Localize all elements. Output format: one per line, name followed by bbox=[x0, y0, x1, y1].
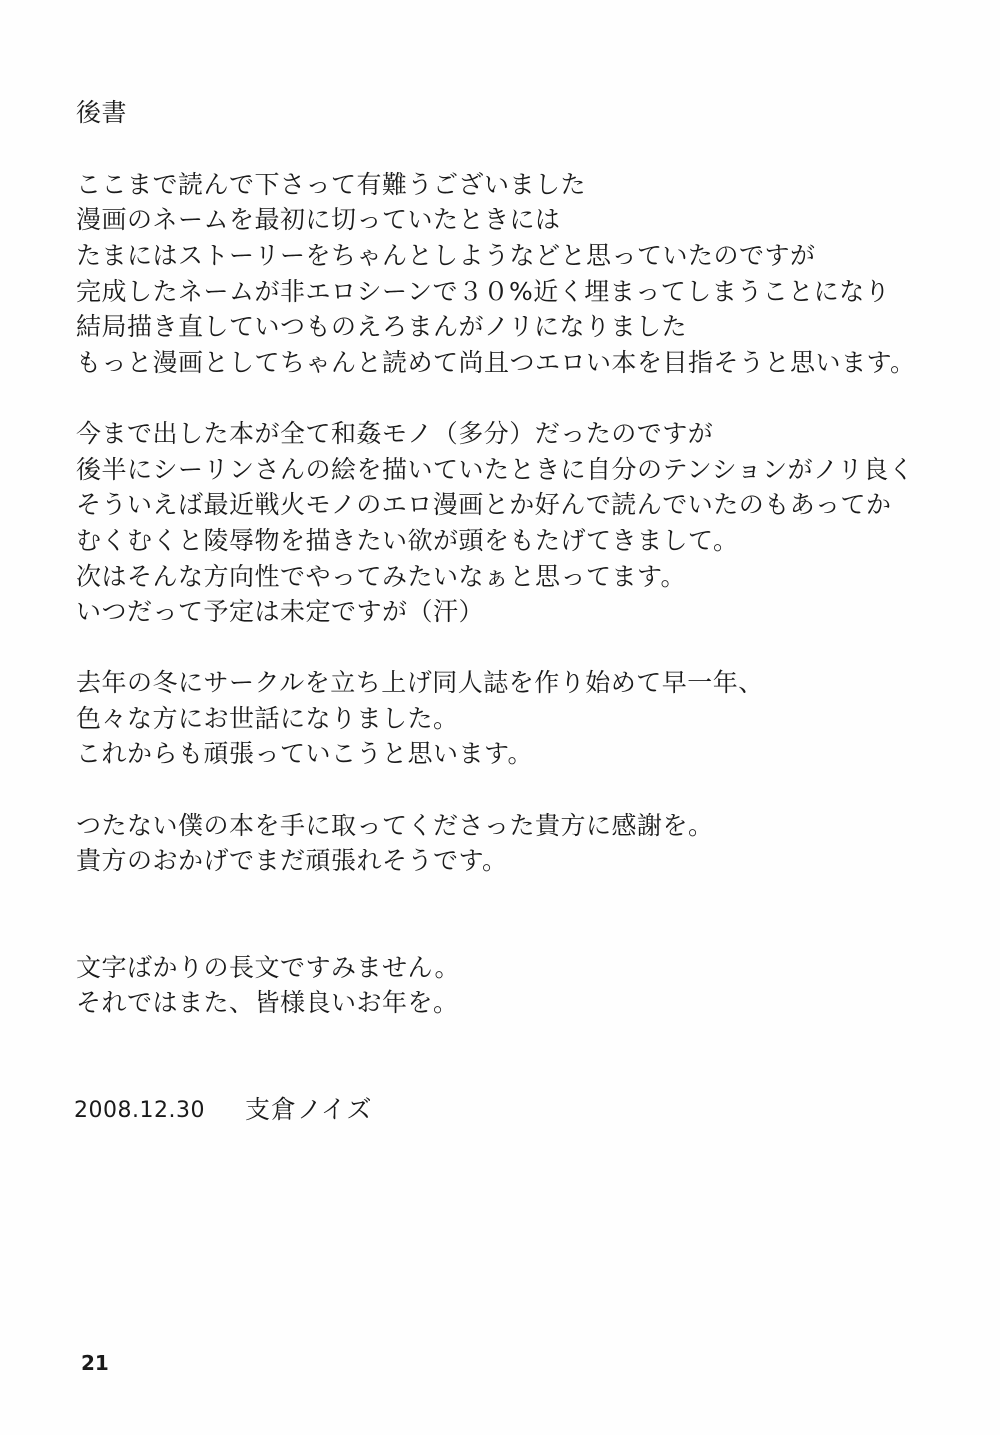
text-line: 貴方のおかげでまだ頑張れそうです。 bbox=[76, 846, 508, 875]
signature-author: 支倉ノイズ bbox=[245, 1095, 373, 1124]
text-line: これからも頑張っていこうと思います。 bbox=[76, 739, 534, 768]
text-line: 色々な方にお世話になりました。 bbox=[76, 704, 459, 733]
text-line: もっと漫画としてちゃんと読めて尚且つエロい本を目指そうと思います。 bbox=[76, 348, 916, 377]
text-line: むくむくと陵辱物を描きたい欲が頭をもたげてきまして。 bbox=[76, 526, 739, 555]
text-line: 文字ばかりの長文ですみません。 bbox=[76, 953, 461, 982]
text-line: 次はそんな方向性でやってみたいなぁと思ってます。 bbox=[76, 562, 687, 591]
text-line: いつだって予定は未定ですが（汗） bbox=[76, 597, 485, 626]
text-line: それではまた、皆様良いお年を。 bbox=[76, 988, 459, 1017]
text-line: そういえば最近戦火モノのエロ漫画とか好んで読んでいたのもあってか bbox=[76, 490, 892, 519]
text-line: 結局描き直していつものえろまんがノリになりました bbox=[76, 312, 688, 341]
text-line: ここまで読んで下さって有難うございました bbox=[76, 170, 587, 199]
text-line: 漫画のネームを最初に切っていたときには bbox=[76, 205, 561, 234]
page-title: 後書 bbox=[76, 98, 128, 127]
text-line: 今まで出した本が全て和姦モノ（多分）だったのですが bbox=[76, 419, 714, 448]
signature-date: 2008.12.30 bbox=[74, 1098, 205, 1123]
page-number: 21 bbox=[81, 1351, 109, 1375]
text-line: 後半にシーリンさんの絵を描いていたときに自分のテンションがノリ良く bbox=[76, 455, 915, 484]
text-line: 去年の冬にサークルを立ち上げ同人誌を作り始めて早一年、 bbox=[76, 668, 764, 697]
text-line: 完成したネームが非エロシーンで３０%近く埋まってしまうことになり bbox=[76, 277, 891, 306]
text-line: つたない僕の本を手に取ってくださった貴方に感謝を。 bbox=[76, 811, 714, 840]
text-line: たまにはストーリーをちゃんとしようなどと思っていたのですが bbox=[76, 241, 816, 270]
